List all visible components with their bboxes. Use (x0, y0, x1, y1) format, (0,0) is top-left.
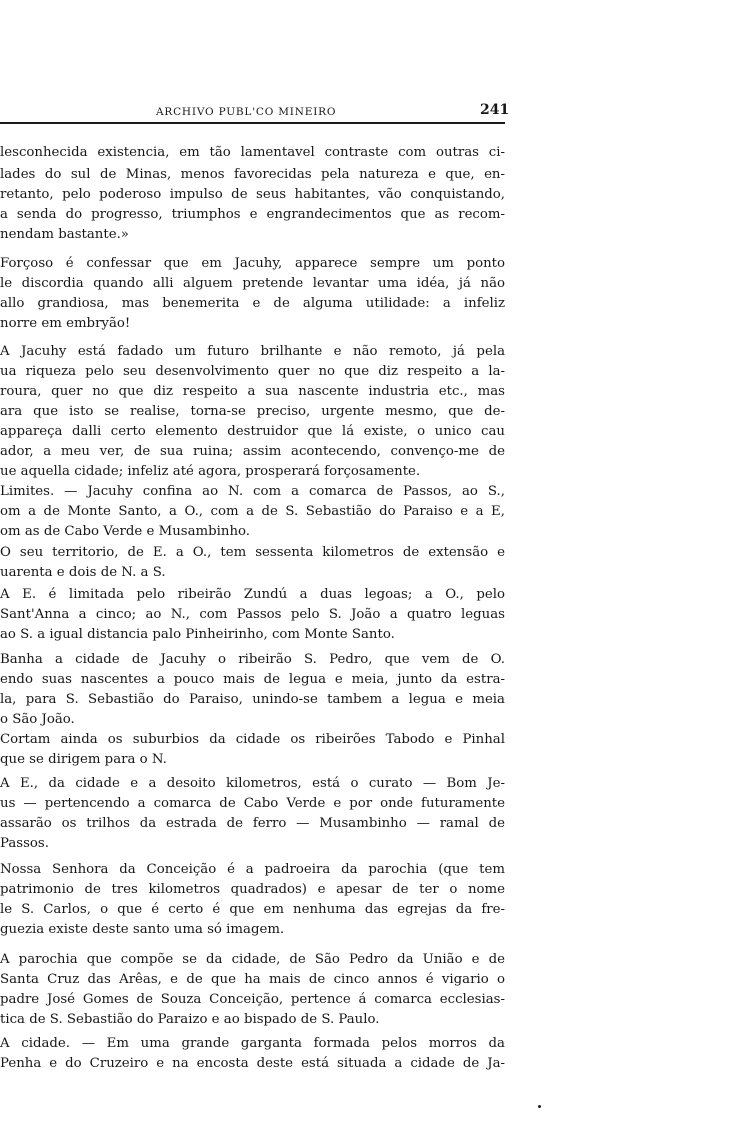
text-line: norre em embryão! (0, 316, 131, 331)
text-line: tica de S. Sebastião do Paraizo e ao bispado de S. Paulo. (0, 1012, 380, 1027)
text-line: Santa Cruz das Arêas, e de que ha mais de cinco annos é vigario o (0, 972, 505, 987)
text-line: A E., da cidade e a desoito kilometros, está o curato — Bom Je- (0, 776, 505, 791)
text-line: uarenta e dois de N. a S. (0, 565, 166, 580)
text-line: us — pertencendo a comarca de Cabo Verde e por onde futuramente (0, 796, 505, 811)
page-number: 241 (480, 102, 510, 118)
text-line: endo suas nascentes a pouco mais de legua e meia, junto da estra- (0, 672, 505, 687)
text-line: ao S. a igual distancia palo Pinheirinho, com Monte Santo. (0, 627, 395, 642)
text-line: patrimonio de tres kilometros quadrados) e apesar de ter o nome (0, 882, 505, 897)
text-line: Limites. — Jacuhy confina ao N. com a comarca de Passos, ao S., (0, 484, 505, 499)
text-line: om a de Monte Santo, a O., com a de S. Sebastião do Paraiso e a E, (0, 504, 505, 519)
text-line: Sant'Anna a cinco; ao N., com Passos pelo S. João a quatro leguas (0, 607, 505, 622)
text-line: o São João. (0, 712, 75, 727)
text-line: la, para S. Sebastião do Paraiso, unindo-se tambem a legua e meia (0, 692, 505, 707)
page-header (0, 100, 510, 122)
text-line: ador, a meu ver, de sua ruina; assim acontecendo, convenço-me de (0, 444, 505, 459)
text-line: om as de Cabo Verde e Musambinho. (0, 524, 251, 539)
text-line: roura, quer no que diz respeito a sua nascente industria etc., mas (0, 384, 505, 399)
text-line: Forçoso é confessar que em Jacuhy, apparece sempre um ponto (0, 256, 505, 271)
text-line: retanto, pelo poderoso impulso de seus habitantes, vão conquistando, (0, 187, 505, 202)
text-line: appareça dalli certo elemento destruidor que lá existe, o unico cau (0, 424, 505, 439)
text-line: Cortam ainda os suburbios da cidade os ribeirões Tabodo e Pinhal (0, 732, 505, 747)
text-line: A parochia que compõe se da cidade, de São Pedro da União e de (0, 952, 505, 967)
text-line: lesconhecida existencia, em tão lamentavel contraste com outras ci- (0, 145, 505, 160)
text-line: a senda do progresso, triumphos e engrandecimentos que as recom- (0, 207, 505, 222)
text-line: allo grandiosa, mas benemerita e de alguma utilidade: a infeliz (0, 296, 505, 311)
text-line: ue aquella cidade; infeliz até agora, prosperará forçosamente. (0, 464, 421, 479)
running-title: ARCHIVO PUBL'CO MINEIRO (156, 106, 337, 118)
text-line: A E. é limitada pelo ribeirão Zundú a duas legoas; a O., pelo (0, 587, 505, 602)
text-line: O seu territorio, de E. a O., tem sessenta kilometros de extensão e (0, 545, 505, 560)
text-line: assarão os trilhos da estrada de ferro — Musambinho — ramal de (0, 816, 505, 831)
text-line: A Jacuhy está fadado um futuro brilhante e não remoto, já pela (0, 344, 505, 359)
text-line: Penha e do Cruzeiro e na encosta deste está situada a cidade de Ja- (0, 1056, 505, 1071)
text-line: padre José Gomes de Souza Conceição, pertence á comarca ecclesias- (0, 992, 505, 1007)
text-line: A cidade. — Em uma grande garganta formada pelos morros da (0, 1036, 505, 1051)
text-line: nendam bastante.» (0, 227, 129, 242)
text-line: lades do sul de Minas, menos favorecidas pela natureza e que, en- (0, 167, 505, 182)
text-line: guezia existe deste santo uma só imagem. (0, 922, 285, 937)
text-line: le S. Carlos, o que é certo é que em nenhuma das egrejas da fre- (0, 902, 505, 917)
text-line: le discordia quando alli alguem pretende levantar uma idéa, já não (0, 276, 505, 291)
text-line: que se dirigem para o N. (0, 752, 167, 767)
text-line: Passos. (0, 836, 49, 851)
text-line: Banha a cidade de Jacuhy o ribeirão S. Pedro, que vem de O. (0, 652, 505, 667)
text-line: ara que isto se realise, torna-se preciso, urgente mesmo, que de- (0, 404, 505, 419)
scan-speck (538, 1105, 541, 1108)
header-rule (0, 122, 505, 124)
text-line: ua riqueza pelo seu desenvolvimento quer no que diz respeito a la- (0, 364, 505, 379)
text-line: Nossa Senhora da Conceição é a padroeira da parochia (que tem (0, 862, 505, 877)
